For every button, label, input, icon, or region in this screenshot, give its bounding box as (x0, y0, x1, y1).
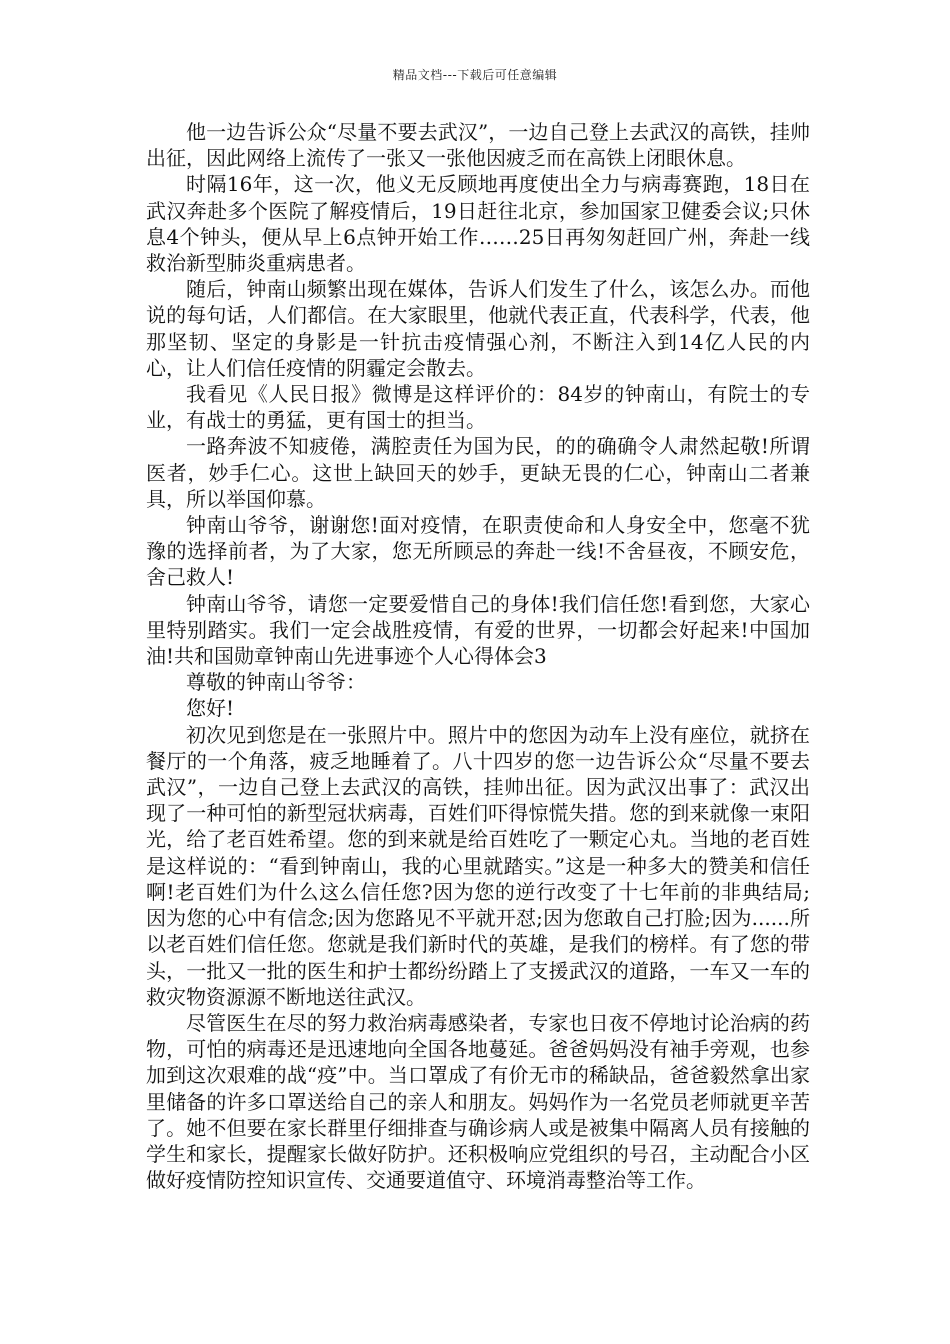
paragraph: 我看见《人民日报》微博是这样评价的：84岁的钟南山，有院士的专业，有战士的勇猛，更有国士的担当。 (146, 382, 810, 433)
document-body (146, 119, 810, 1193)
paragraph: 时隔16年，这一次，他义无反顾地再度使出全力与病毒赛跑，18日在武汉奔赴多个医院了解疫情后，19日赶往北京，参加国家卫健委会议;只休息4个钟头，便从早上6点钟开始工作……25日再匆匆赶回广州，奔赴一线救治新型肺炎重病患者。 (146, 172, 810, 276)
paragraph: 初次见到您是在一张照片中。照片中的您因为动车上没有座位，就挤在餐厅的一个角落，疲乏地睡着了。八十四岁的您一边告诉公众“尽量不要去武汉”，一边自己登上去武汉的高铁，挂帅出征。因为武汉出事了：武汉出现了一种可怕的新型冠状病毒，百姓们吓得惊慌失措。您的到来就像一束阳光，给了老百姓希望。您的到来就是给百姓吃了一颗定心丸。当地的老百姓是这样说的：“看到钟南山，我的心里就踏实。”这是一种多大的赞美和信任啊!老百姓们为什么这么信任您?因为您的逆行改变了十七年前的非典结局;因为您的心中有信念;因为您路见不平就开怼;因为您敢自己打脸;因为......所以老百姓们信任您。您就是我们新时代的英雄，是我们的榜样。有了您的带头，一批又一批的医生和护士都纷纷踏上了支援武汉的道路，一车又一车的救灾物资源源不断地送往武汉。 (146, 722, 810, 1009)
page-header: 精品文档---下载后可任意编辑 (392, 68, 558, 82)
paragraph: 随后，钟南山频繁出现在媒体，告诉人们发生了什么，该怎么办。而他说的每句话，人们都信。在大家眼里，他就代表正直，代表科学，代表，他那坚韧、坚定的身影是一针抗击疫情强心剂，不断注入到14亿人民的内心，让人们信任疫情的阴霾定会散去。 (146, 277, 810, 380)
paragraph: 钟南山爷爷，请您一定要爱惜自己的身体!我们信任您!看到您，大家心里特别踏实。我们一定会战胜疫情，有爱的世界，一切都会好起来!中国加油!共和国勋章钟南山先进事迹个人心得体会3 (146, 591, 810, 669)
greeting-line: 尊敬的钟南山爷爷： (186, 670, 366, 695)
salutation-line: 您好! (186, 696, 235, 721)
paragraph: 钟南山爷爷，谢谢您!面对疫情，在职责使命和人身安全中，您毫不犹豫的选择前者，为了大家，您无所顾忌的奔赴一线!不舍昼夜，不顾安危，舍己救人! (146, 513, 810, 590)
paragraph: 一路奔波不知疲倦，满腔责任为国为民，的的确确令人肃然起敬!所谓医者，妙手仁心。这世上缺回天的妙手，更缺无畏的仁心，钟南山二者兼具，所以举国仰慕。 (146, 434, 810, 511)
paragraph: 他一边告诉公众“尽量不要去武汉”，一边自己登上去武汉的高铁，挂帅出征，因此网络上流传了一张又一张他因疲乏而在高铁上闭眼休息。 (146, 120, 810, 171)
paragraph: 尽管医生在尽的努力救治病毒感染者，专家也日夜不停地讨论治病的药物，可怕的病毒还是迅速地向全国各地蔓延。爸爸妈妈没有袖手旁观，也参加到这次艰难的战“疫”中。当口罩成了有价无市的稀缺品，爸爸毅然拿出家里储备的许多口罩送给自己的亲人和朋友。妈妈作为一名党员老师就更辛苦了。她不但要在家长群里仔细排查与确诊病人或是被集中隔离人员有接触的学生和家长，提醒家长做好防护。还积极响应党组织的号召，主动配合小区做好疫情防控知识宣传、交通要道值守、环境消毒整治等工作。 (146, 1010, 810, 1193)
